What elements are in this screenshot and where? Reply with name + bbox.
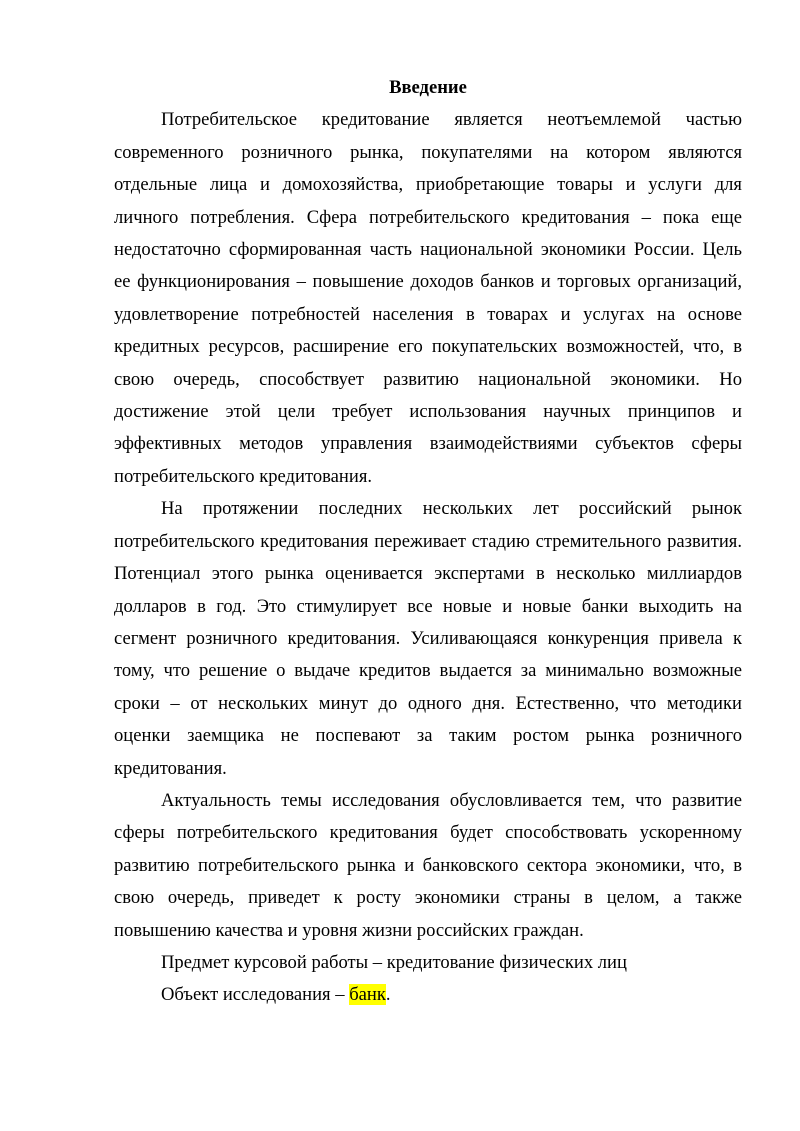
section-title: Введение: [389, 77, 467, 98]
object-prefix: Объект исследования –: [161, 984, 350, 1006]
object-highlighted-word: банк: [349, 984, 386, 1006]
paragraph-subject: Предмет курсовой работы – кредитование физических лиц: [161, 951, 627, 973]
object-suffix: .: [385, 984, 391, 1006]
paragraph-market-growth: На протяжении последних нескольких лет российский рынок потребительского кредитования переживает стадию стремительного развития. Потенциал этого рынка оценивается экспертами в несколько миллиардов долларов в год. Это стимулирует все новые и новые банки выходить на сегмент розничного кредитования. Усиливающаяся конкуренция привела к тому, что решение о выдаче кредитов выдается за минимально возможные сроки – от нескольких минут до одного дня. Естественно, что методики оценки заемщика не поспевают за таким ростом рынка розничного кредитования.: [114, 498, 742, 779]
document-body: [114, 72, 742, 1012]
paragraph-introduction: Потребительское кредитование является неотъемлемой частью современного розничного рынка, покупателями на котором являются отдельные лица и домохозяйства, приобретающие товары и услуги для личного потребления. Сфера потребительского кредитования – пока еще недостаточно сформированная часть национальной экономики России. Цель ее функционирования – повышение доходов банков и торговых организаций, удовлетворение потребностей населения в товарах и услугах на основе кредитных ресурсов, расширение его покупательских возможностей, что, в свою очередь, способствует развитию национальной экономики. Но достижение этой цели требует использования научных принципов и эффективных методов управления взаимодействиями субъектов сферы потребительского кредитования.: [114, 109, 742, 487]
paragraph-relevance: Актуальность темы исследования обусловливается тем, что развитие сферы потребительского кредитования будет способствовать ускоренному развитию потребительского рынка и банковского сектора экономики, что, в свою очередь, приведет к росту экономики страны в целом, а также повышению качества и уровня жизни российских граждан.: [114, 789, 742, 941]
paragraph-object: [114, 979, 742, 1011]
